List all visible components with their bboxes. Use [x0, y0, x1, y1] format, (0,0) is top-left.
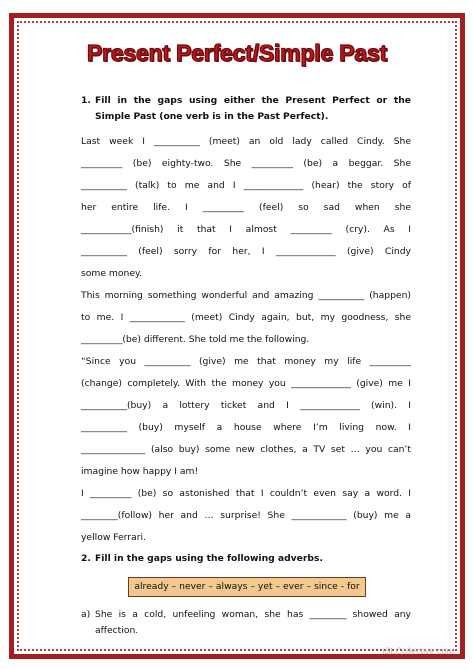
text-line: ___________(finish) it that I almost _________ (cry). As I: [81, 224, 411, 235]
exercise-1-number: 1.: [81, 95, 91, 106]
text-line: __________ (talk) to me and I _____________ (hear) the story of: [81, 180, 411, 191]
item-text: She is a cold, unfeeling woman, she has ________ showed any affection.: [95, 609, 411, 636]
text-line: This morning something wonderful and amazing __________ (happen): [81, 290, 411, 301]
text-line: imagine how happy I am!: [81, 466, 199, 477]
text-line: to me. I ____________ (meet) Cindy again, but, my goodness, she: [81, 312, 411, 323]
text-line: _________(be) different. She told me the following.: [81, 334, 310, 345]
exercise-2-text: Fill in the gaps using the following adverbs.: [95, 553, 323, 564]
exercise-2-number: 2.: [81, 553, 91, 564]
exercise-1-instruction: [81, 93, 411, 125]
text-line: ______________ (also buy) some new clothes, a TV set … you can’t: [81, 444, 411, 455]
exercise-2-item-a: [81, 607, 411, 639]
worksheet-title: Present Perfect/Simple Past: [86, 40, 388, 66]
text-line: _________ (be) eighty-two. She _________ (be) a beggar. She: [81, 158, 411, 169]
text-line: __________(buy) a lottery ticket and I _____________ (win). I: [81, 400, 411, 411]
text-line: yellow Ferrari.: [81, 532, 146, 543]
text-line: Last week I __________ (meet) an old lady called Cindy. She: [81, 136, 411, 147]
adverb-box: already – never – always – yet – ever – since - for: [128, 577, 366, 597]
text-line: __________ (feel) sorry for her, I _____________ (give) Cindy: [81, 246, 411, 257]
text-line: “Since you __________ (give) me that money my life _________: [81, 356, 411, 367]
exercise-1-text: Fill in the gaps using either the Present Perfect or the Simple Past (one verb is in the Past Perfect).: [95, 95, 411, 122]
text-line: some money.: [81, 268, 143, 279]
site-watermark: iSLCollective.com: [382, 646, 454, 656]
text-line: ________(follow) her and … surprise! She ____________ (buy) me a: [81, 510, 411, 521]
text-line: (change) completely. With the money you _____________ (give) me I: [81, 378, 411, 389]
text-line: her entire life. I _________ (feel) so sad when she: [81, 202, 411, 213]
item-label: a): [81, 609, 91, 620]
text-line: I _________ (be) so astonished that I couldn’t even say a word. I: [81, 488, 411, 499]
text-line: __________ (buy) myself a house where I’m living now. I: [81, 422, 411, 433]
worksheet-content: [81, 93, 411, 639]
exercise-2-instruction: [81, 551, 411, 567]
